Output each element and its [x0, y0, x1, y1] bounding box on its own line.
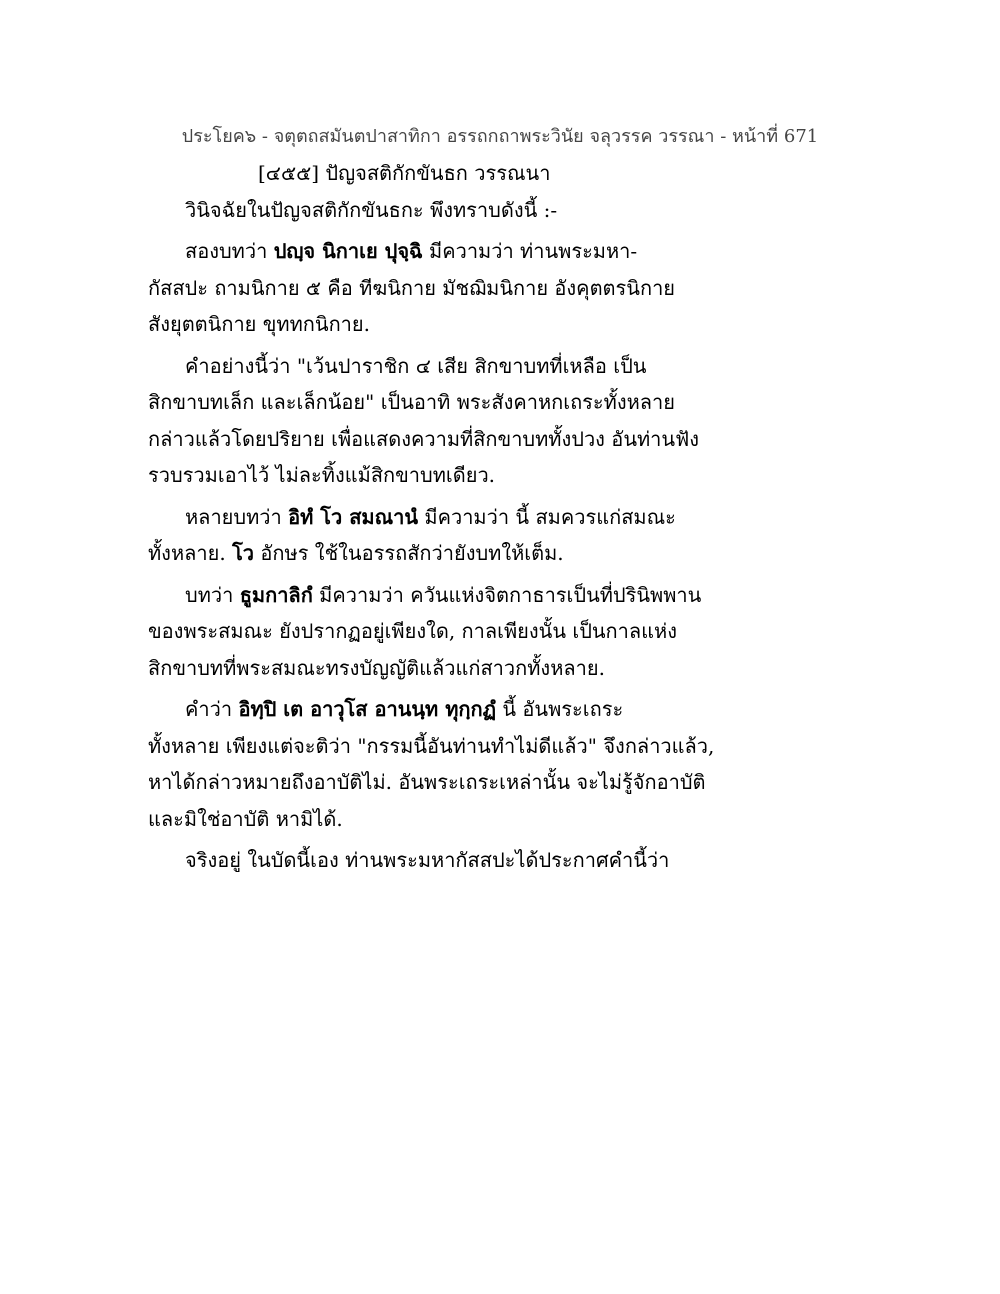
- pali-term: อิทํ โว สมณานํ: [288, 504, 419, 529]
- paragraph-line: สิกขาบทที่พระสมณะทรงบัญญัติแล้วแก่สาวกทั้งหลาย.: [148, 655, 605, 680]
- intro-line: วินิจฉัยในปัญจสติกักขันธกะ พึงทราบดังนี้ :-: [185, 197, 558, 222]
- pali-term: อิทฺปิ เต อาวุโส อานนฺท ทุกฺกฏํ: [238, 697, 497, 721]
- paragraph-line: ของพระสมณะ ยังปรากฏอยู่เพียงใด, กาลเพียงนั้น เป็นกาลแห่ง: [148, 619, 677, 643]
- paragraph-2: [148, 348, 708, 494]
- paragraph-line: [148, 535, 708, 572]
- text-span: สองบทว่า: [185, 239, 274, 263]
- section-title: [๔๕๕] ปัญจสติกักขันธก วรรณนา: [258, 161, 551, 185]
- text-span: บทว่า: [185, 582, 240, 607]
- text-span: คำว่า: [185, 697, 239, 721]
- text-span: อักษร ใช้ในอรรถสักว่ายังบทให้เต็ม.: [254, 541, 564, 565]
- paragraph-line: [148, 233, 708, 270]
- paragraph-1: [148, 233, 708, 343]
- paragraph-line: ทั้งหลาย เพียงแต่จะติว่า "กรรมนี้อันท่านทำไม่ดีแล้ว" จึงกล่าวแล้ว,: [148, 733, 715, 758]
- paragraph-line: และมิใช่อาบัติ หามิได้.: [148, 806, 343, 831]
- paragraph-line: [148, 499, 708, 536]
- paragraph-5: [148, 691, 715, 837]
- paragraph-line: รวบรวมเอาไว้ ไม่ละทิ้งแม้สิกขาบทเดียว.: [148, 463, 496, 487]
- page-body: [148, 155, 715, 879]
- paragraph-line: สิกขาบทเล็ก และเล็กน้อย" เป็นอาทิ พระสังคาหกเถระทั้งหลาย: [148, 390, 676, 414]
- text-span: มีความว่า ควันแห่งจิตกาธารเป็นที่ปรินิพพาน: [312, 582, 702, 607]
- pali-term: โว: [232, 541, 255, 565]
- text-span: หลายบทว่า: [185, 504, 289, 529]
- pali-term: ปญฺจ นิกาเย ปุจฺฉิ: [273, 239, 423, 263]
- text-span: นี้ อันพระเถระ: [496, 697, 624, 721]
- pali-term: ธูมกาลิกํ: [239, 582, 313, 607]
- paragraph-3: [148, 499, 708, 572]
- paragraph-line: กล่าวแล้วโดยปริยาย เพื่อแสดงความที่สิกขาบททั้งปวง อันท่านฟัง: [148, 426, 699, 451]
- paragraph-line: หาได้กล่าวหมายถึงอาบัติไม่. อันพระเถระเหล่านั้น จะไม่รู้จักอาบัติ: [148, 770, 706, 794]
- paragraph-line: สังยุตตนิกาย ขุททกนิกาย.: [148, 312, 370, 336]
- paragraph-line: [148, 691, 708, 728]
- paragraph-line: คำอย่างนี้ว่า "เว้นปาราชิก ๔ เสีย สิกขาบทที่เหลือ เป็น: [185, 353, 647, 378]
- paragraph-line: [148, 577, 708, 614]
- text-span: มีความว่า ท่านพระมหา-: [422, 239, 638, 263]
- page-header: ประโยค๖ - จตุตถสมันตปาสาทิกา อรรถกถาพระวินัย จลุวรรค วรรณา - หน้าที่ 671: [181, 126, 819, 147]
- paragraph-4: [148, 577, 708, 687]
- text-span: มีความว่า นี้ สมควรแก่สมณะ: [418, 504, 676, 529]
- paragraph-line: จริงอยู่ ในบัดนี้เอง ท่านพระมหากัสสปะได้ประกาศคำนี้ว่า: [185, 848, 670, 872]
- paragraph-line: กัสสปะ ถามนิกาย ๕ คือ ทีฆนิกาย มัชฌิมนิกาย อังคุตตรนิกาย: [148, 275, 676, 300]
- text-span: ทั้งหลาย.: [148, 541, 233, 565]
- paragraph-6: [148, 842, 708, 879]
